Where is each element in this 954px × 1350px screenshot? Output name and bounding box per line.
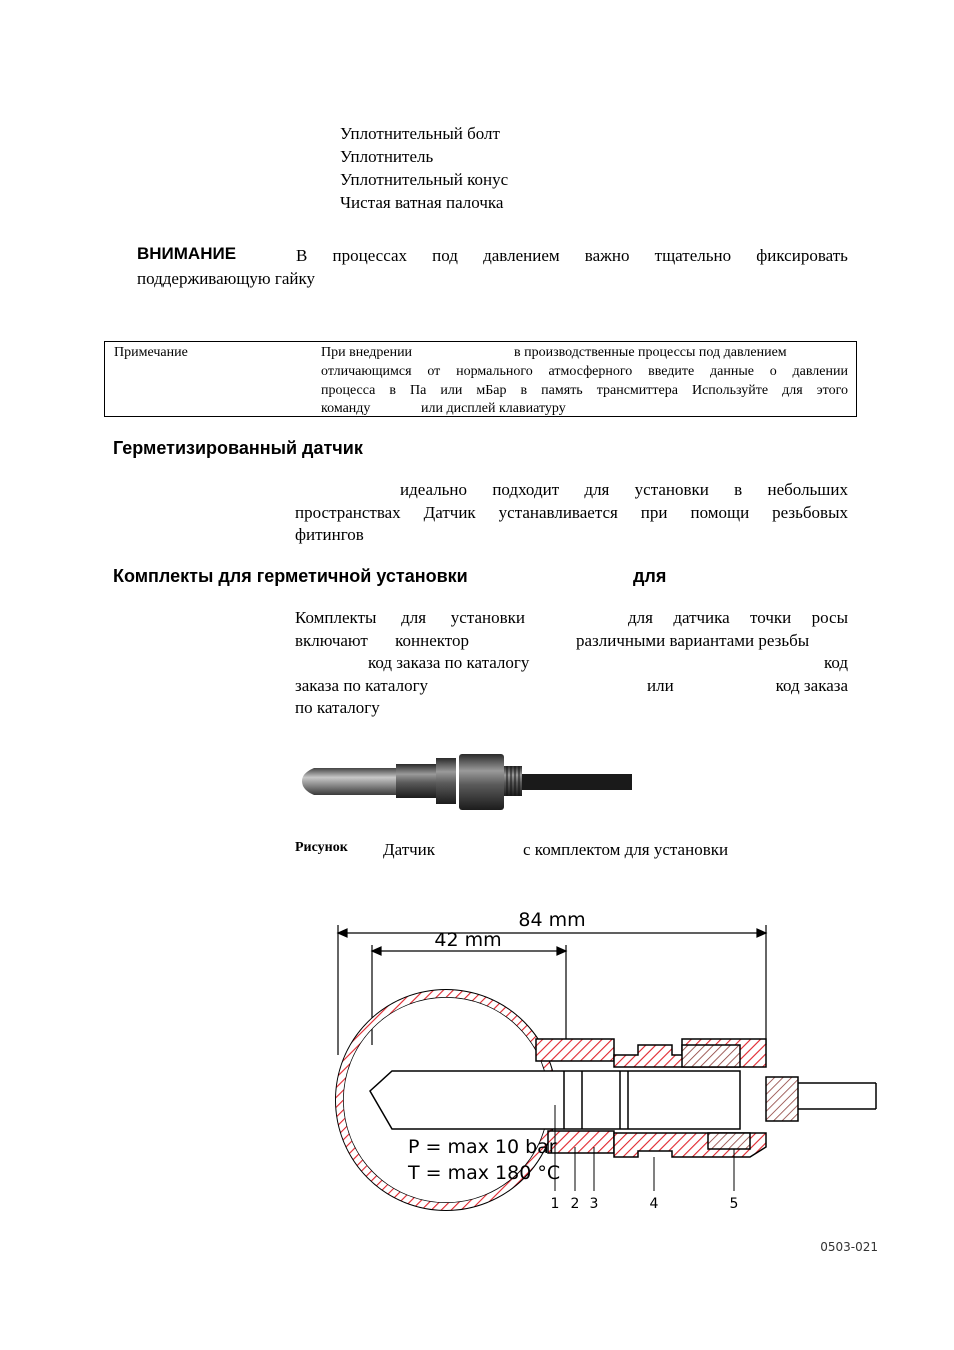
cable-end	[766, 1077, 876, 1121]
note-box	[104, 341, 857, 417]
section-heading-install-kits	[113, 566, 713, 587]
section2-text: Комплекты для установки	[295, 608, 525, 627]
fitting-upper	[536, 1039, 766, 1067]
note-text: При внедрении	[321, 345, 413, 360]
note-line4	[321, 399, 566, 418]
callout-3: 3	[589, 1196, 599, 1212]
section-heading-sealed-probe: Герметизированный датчик	[113, 438, 363, 458]
section2-line3	[295, 651, 848, 674]
warning-line1	[296, 244, 848, 267]
warning-label: ВНИМАНИЕ	[137, 244, 237, 263]
callout-5: 5	[729, 1196, 739, 1212]
probe-tip	[302, 768, 396, 795]
warning-word: давлением	[483, 246, 560, 265]
warning-word: важно	[584, 246, 630, 265]
tool-item: Уплотнительный болт	[340, 124, 500, 143]
probe-body	[396, 764, 436, 798]
section2-line2	[295, 629, 848, 652]
figure-caption-text: Датчик	[383, 840, 436, 859]
probe-photo	[296, 740, 636, 820]
figure-caption-text: с комплектом для установки	[523, 840, 729, 859]
figure-label: Рисунок	[295, 840, 348, 855]
section2-line4	[295, 674, 848, 697]
section1-line3: фитингов	[295, 525, 364, 544]
section2-text: заказа по каталогу	[295, 676, 429, 695]
section2-text: включают коннектор	[295, 631, 469, 650]
dimension-84	[338, 925, 766, 1055]
section2-line1	[295, 606, 848, 629]
section1-line2: пространствах Датчик устанавливается при помощи резьбовых	[295, 503, 848, 522]
warning-word: В	[296, 246, 308, 265]
tool-item: Чистая ватная палочка	[340, 193, 504, 212]
note-line2: отличающимся от нормального атмосферного введите данные о давлении	[321, 364, 848, 379]
section1-line1: идеально подходит для установки в небольших	[400, 480, 848, 499]
section2-text: код	[823, 653, 848, 672]
fitting-lower	[548, 1131, 766, 1157]
section2-text: или	[647, 676, 674, 695]
callout-4: 4	[649, 1196, 659, 1212]
note-line1	[321, 343, 845, 362]
tool-item: Уплотнитель	[340, 147, 434, 166]
pressure-label: P = max 10 bar	[408, 1136, 557, 1158]
note-text: или дисплей клавиатуру	[421, 401, 566, 416]
temperature-label: T = max 180 °C	[408, 1162, 561, 1184]
note-text: в производственные процессы под давлением	[514, 345, 787, 360]
dimension-84-label: 84 mm	[518, 909, 586, 931]
warning-word: тщательно	[654, 246, 732, 265]
note-text: команду	[321, 401, 371, 416]
callout-2: 2	[570, 1196, 580, 1212]
drawing-code: 0503-021	[820, 1240, 878, 1254]
note-line3: процесса в Па или мБар в память трансмиттера Используйте для этого	[321, 383, 848, 398]
section2-text: различными вариантами резьбы	[576, 631, 810, 650]
tool-item: Уплотнительный конус	[340, 170, 509, 189]
probe-nut	[459, 754, 504, 810]
section2-text: код заказа по каталогу	[368, 653, 530, 672]
warning-line2: поддерживающую гайку	[137, 269, 316, 288]
figure-caption	[295, 838, 855, 861]
warning-word: процессах	[332, 246, 408, 265]
note-label: Примечание	[114, 345, 188, 360]
installation-diagram	[320, 895, 880, 1265]
tools-list	[340, 122, 508, 214]
section2-text: код заказа	[775, 676, 848, 695]
heading-part: Комплекты для герметичной установки	[113, 566, 468, 586]
heading-part: для	[633, 566, 667, 586]
callout-1: 1	[550, 1196, 560, 1212]
probe-cable	[522, 774, 632, 790]
section2-line5: по каталогу	[295, 698, 380, 717]
warning-word: под	[432, 246, 458, 265]
dimension-42-label: 42 mm	[434, 929, 502, 951]
warning-word: фиксировать	[756, 246, 848, 265]
section2-text: для датчика точки росы	[628, 608, 848, 627]
probe-collar	[436, 758, 456, 804]
